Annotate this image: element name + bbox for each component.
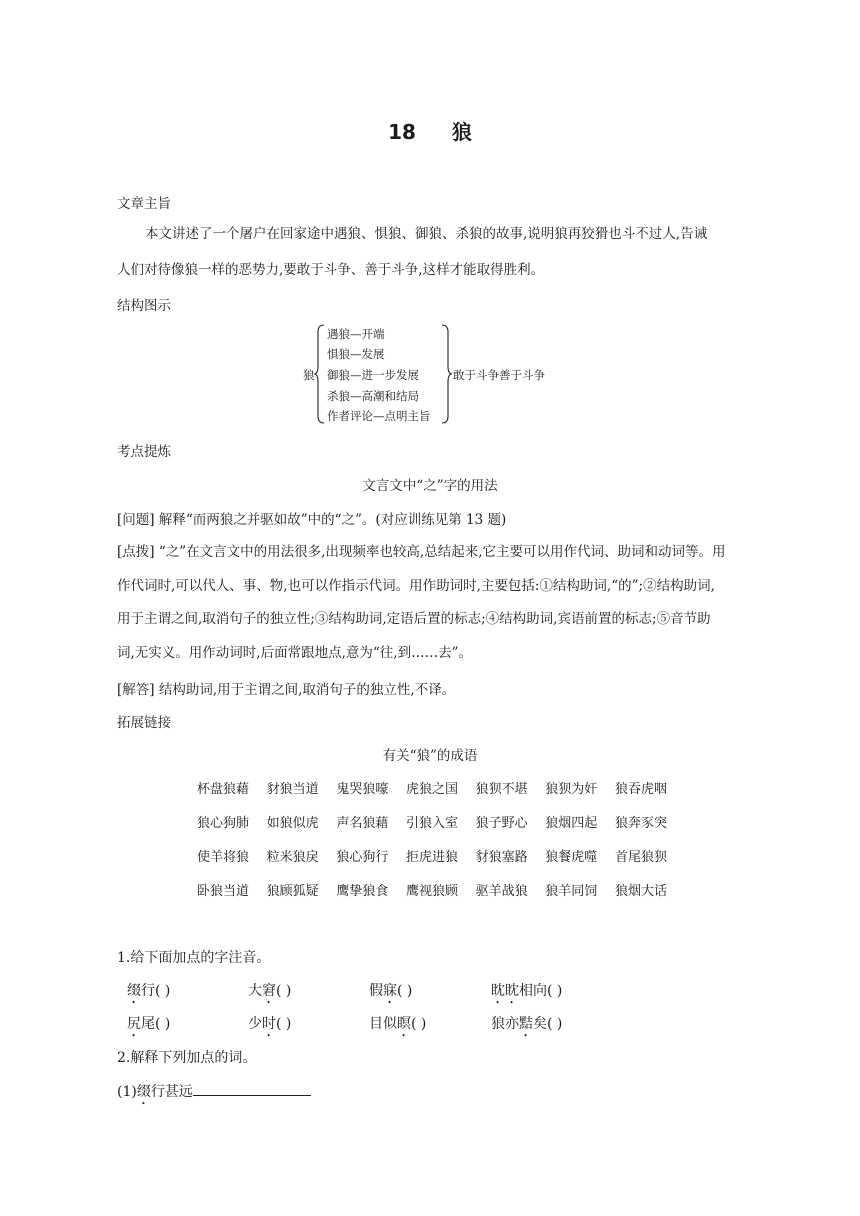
branch-1: 遇狼—开端 [327, 327, 385, 341]
idiom: 声名狼藉 [336, 816, 389, 831]
idiom: 杯盘狼藉 [197, 782, 250, 797]
idiom: 狼羊同饲 [545, 884, 598, 899]
structure-heading: 结构图示 [117, 298, 171, 314]
structure-root: 狼 [303, 368, 315, 382]
exercise-1-item: 缀行( ) [127, 983, 171, 999]
theme-line-2: 人们对待像狼一样的恶势力,要敢于斗争、善于斗争,这样才能取得胜利。 [117, 262, 545, 278]
branch-2: 惧狼—发展 [327, 347, 385, 361]
point-answer: [解答] 结构助词,用于主谓之间,取消句子的独立性,不译。 [117, 682, 456, 698]
point-heading: 考点提炼 [117, 444, 171, 460]
idiom: 豺狼当道 [266, 782, 319, 797]
idiom: 虎狼之国 [405, 782, 458, 797]
idiom: 狼狈为奸 [545, 782, 598, 797]
exercise-1-item: 眈眈相向( ) [491, 983, 563, 999]
idiom: 狼心狗行 [336, 850, 389, 865]
idiom: 狼顾狐疑 [266, 884, 319, 899]
theme-line-1: 本文讲述了一个屠户在回家途中遇狼、惧狼、御狼、杀狼的故事,说明狼再狡猾也斗不过人,告诫 [145, 226, 708, 242]
idiom: 鹰视狼顾 [405, 884, 458, 899]
idiom: 驱羊战狼 [475, 884, 528, 899]
branch-3: 御狼—进一步发展 [327, 368, 419, 382]
structure-diagram [300, 322, 580, 426]
idiom: 鹰挚狼食 [336, 884, 389, 899]
idiom: 引狼入室 [405, 816, 458, 831]
structure-branches [327, 322, 457, 426]
idiom: 狼子野心 [475, 816, 528, 831]
structure-conclusion: 敢于斗争善于斗争 [453, 368, 545, 382]
idiom-row-2 [197, 812, 667, 831]
idiom: 狼心狗肺 [197, 816, 250, 831]
point-subtitle: 文言文中“之”字的用法 [362, 478, 498, 494]
idiom: 狼烟大话 [614, 884, 667, 899]
exercise-1-item: 目似瞑( ) [369, 1016, 427, 1032]
lesson-name: 狼 [451, 120, 472, 144]
exercise-2-title: 2.解释下列加点的词。 [117, 1050, 257, 1066]
exercise-1-item: 大窘( ) [248, 983, 292, 999]
page-title [0, 116, 860, 145]
idiom-row-4 [197, 880, 667, 899]
exercise-1-item: 狼亦黠矣( ) [491, 1016, 563, 1032]
idiom: 豺狼塞路 [475, 850, 528, 865]
exercise-1-item: 假寐( ) [369, 983, 413, 999]
exercise-1-title: 1.给下面加点的字注音。 [117, 950, 271, 966]
extend-heading: 拓展链接 [117, 715, 171, 731]
idiom: 狼狈不堪 [475, 782, 528, 797]
idiom: 狼餐虎噬 [545, 850, 598, 865]
left-brace-icon [314, 324, 326, 424]
idiom: 拒虎进狼 [405, 850, 458, 865]
idiom: 使羊将狼 [197, 850, 250, 865]
answer-blank[interactable] [193, 1081, 311, 1096]
idiom-row-3 [197, 846, 667, 865]
point-question: [问题] 解释“而两狼之并驱如故”中的“之”。(对应训练见第 13 题) [117, 512, 507, 528]
idiom: 狼烟四起 [545, 816, 598, 831]
idiom: 狼奔豕突 [614, 816, 667, 831]
idiom-row-1 [197, 778, 667, 797]
idiom: 卧狼当道 [197, 884, 250, 899]
idiom: 狼吞虎咽 [614, 782, 667, 797]
exercise-1-item: 少时( ) [248, 1016, 292, 1032]
branch-5: 作者评论—点明主旨 [327, 409, 431, 423]
lesson-number: 18 [388, 120, 416, 144]
point-tip-line-3: 用于主谓之间,取消句子的独立性;③结构助词,定语后置的标志;④结构助词,宾语前置的标志;⑤音节助 [117, 611, 711, 627]
idiom: 鬼哭狼嚎 [336, 782, 389, 797]
exercise-1-item: 尻尾( ) [127, 1016, 171, 1032]
idiom: 首尾狼狈 [614, 850, 667, 865]
right-brace-icon [440, 324, 452, 424]
idiom: 如狼似虎 [266, 816, 319, 831]
theme-heading: 文章主旨 [117, 196, 171, 212]
exercise-2-item-1: (1)缀行甚远 [117, 1081, 311, 1108]
point-tip-line-4: 词,无实义。用作动词时,后面常跟地点,意为“往,到……去”。 [117, 645, 472, 661]
point-tip-line-1: [点拨] “之”在文言文中的用法很多,出现频率也较高,总结起来,它主要可以用作代词、助词和动词等。用 [117, 544, 726, 560]
point-tip-line-2: 作代词时,可以代人、事、物,也可以作指示代词。用作助词时,主要包括:①结构助词,“的”;②结构助词, [117, 578, 715, 594]
idiom-subtitle: 有关“狼”的成语 [382, 748, 478, 764]
idiom: 粒米狼戾 [266, 850, 319, 865]
branch-4: 杀狼—高潮和结局 [327, 389, 419, 403]
